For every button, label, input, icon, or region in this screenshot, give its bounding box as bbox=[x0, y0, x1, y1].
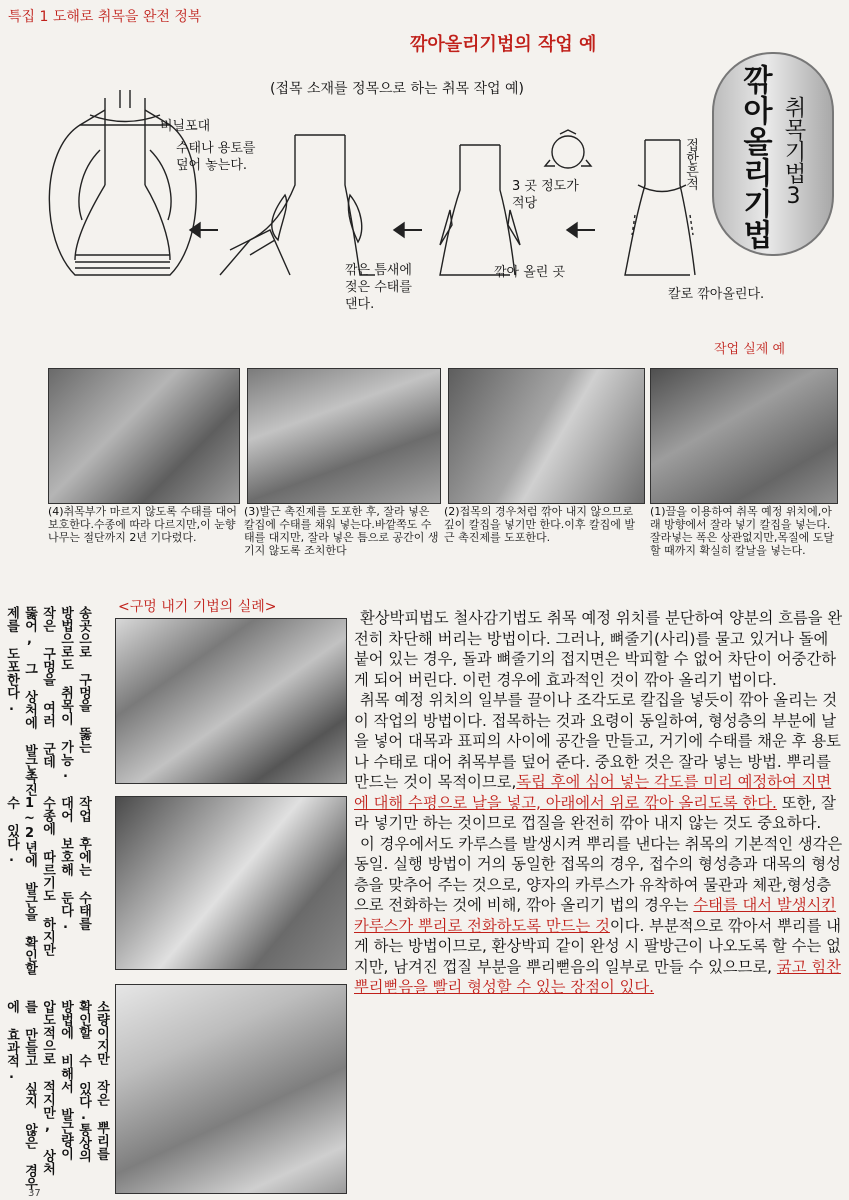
body-p3-highlight-2: 굵고 힘찬 뿌리뻗음을 빨리 형성할 수 있는 장점이 있다. bbox=[354, 957, 841, 996]
hole-text-col13: 압도적으로 적지만, 상처 bbox=[40, 1000, 55, 1175]
hole-text-col15: 확인할 수 있다.통상의 bbox=[76, 1000, 91, 1162]
hole-text-col4: 방법으로도 취목이 가능. bbox=[58, 606, 73, 781]
badge-main-text: 깎아올리기법 bbox=[737, 64, 772, 250]
caption-step-3: (3)발근 촉진제를 도포한 후, 잘라 넣은 칼집에 수태를 채워 넣는다.바깥쪽도 수태를 대지만, 잘라 넣은 틈으로 공간이 생기지 않도록 조치한다 bbox=[244, 505, 439, 557]
page-subtitle: (접목 소재를 정목으로 하는 취목 작업 예) bbox=[270, 81, 525, 97]
hole-photo-1 bbox=[115, 618, 347, 784]
page-number: 37 bbox=[28, 1188, 41, 1199]
body-paragraph-3 bbox=[354, 834, 844, 998]
label-vinyl-bag: 비닐포대 bbox=[160, 119, 211, 134]
label-knife-shave: 칼로 깎아올린다. bbox=[668, 287, 765, 302]
badge-sub-text: 취목기법3 bbox=[781, 96, 806, 209]
article-body bbox=[354, 608, 844, 998]
trunk-cross-section bbox=[545, 130, 591, 168]
photo-step-4 bbox=[48, 368, 240, 504]
hole-text-col9: 대어 보호해 둔다. bbox=[58, 796, 73, 932]
photo-step-3 bbox=[247, 368, 441, 504]
photo-step-2 bbox=[448, 368, 645, 504]
body-p3-text-b: 이다. 부분적으로 깎아서 뿌리를 내게 하는 방법이므로, 환상박피 같이 완성 시 팔방근이 나오도록 할 수는 없지만, 남겨진 껍질 부분을 뿌리뻗음의 일부로 만들 수 있으므로, bbox=[354, 916, 842, 976]
hole-text-col6: 수 있다. bbox=[4, 796, 19, 865]
hole-text-col16: 소량이지만 작은 뿌리를 bbox=[94, 1000, 109, 1160]
photos-section-label: 작업 실제 예 bbox=[714, 342, 786, 357]
caption-step-1: (1)끌을 이용하여 취목 예정 위치에,아래 방향에서 잘라 넣기 칼집을 넣는다.잘라넣는 폭은 상관없지만,목질에 도달할 때까지 확실히 칼날을 넣는다. bbox=[650, 505, 835, 557]
body-p3-highlight-1: 수태를 대서 발생시킨 카루스가 뿌리로 전화하도록 만드는 것 bbox=[354, 896, 837, 935]
shaved-trunk-figure bbox=[440, 145, 520, 275]
hole-photo-3 bbox=[115, 984, 347, 1194]
hole-photo-2 bbox=[115, 796, 347, 970]
hole-text-col5: 송곳으로 구멍을 뚫는 bbox=[76, 606, 91, 753]
label-shaved-spot: 깎아 올린 곳 bbox=[494, 265, 566, 280]
label-moss-soil: 수태나 용토를 덮어 놓는다. bbox=[176, 141, 256, 173]
caption-step-2: (2)접목의 경우처럼 깎아 내지 않으므로 깊이 칼집을 넣기만 한다.이후 칼집에 발근 촉진제를 도포한다. bbox=[444, 505, 635, 544]
hole-section-title: <구멍 내기 기법의 실례> bbox=[118, 599, 277, 615]
label-three-places: 3 곳 정도가 적당 bbox=[512, 179, 579, 211]
hole-text-col11: 에 효과적. bbox=[4, 1000, 19, 1082]
body-p3-text-a: 이 경우에서도 카루스를 발생시켜 뿌리를 낸다는 취목의 기본적인 생각은 동일. 실행 방법이 거의 동일한 접목의 경우, 접수의 형성층과 대목의 형성층을 맞추어 주는 것으로, 양자의 카루스가 유착하여 물관과 체관,형성층으로 전화하는 것에 비해, 깎아 올리기 법의 경우는 bbox=[354, 834, 843, 914]
hole-text-col8: 수종에 따르기도 하지만 bbox=[40, 796, 55, 956]
hole-text-col14: 방법에 비해서 발근량이 bbox=[58, 1000, 73, 1160]
label-graft-mark: 접한흔적 bbox=[683, 138, 698, 190]
hole-text-col3: 작은 구멍을 여러 군데 bbox=[40, 606, 55, 768]
hole-text-col2: 뚫어, 그 상처에 발근촉진 bbox=[22, 606, 37, 796]
label-gap-moss: 깎은 틈새에 젖은 수태를 댄다. bbox=[345, 263, 412, 312]
hole-text-col7: 1~2년에 발근을 확인할 bbox=[22, 796, 37, 975]
hole-text-col1: 제를 도포한다. bbox=[4, 606, 19, 714]
caption-step-4: (4)취목부가 마르지 않도록 수태를 대어 보호한다.수종에 따라 다르지만,이 눈향나무는 절단까지 2년 기다렸다. bbox=[48, 505, 237, 544]
body-paragraph-1: 환상박피법도 철사감기법도 취목 예정 위치를 분단하여 양분의 흐름을 완전히 차단해 버리는 방법이다. 그러나, 뼈줄기(사리)를 물고 있거나 돌에 붙어 있는 경우, 돌과 뼈줄기의 접지면은 박피할 수 없어 차단이 어중간하게 되어 버린다. 이런 경우에 효과적인 것이 깎아 올리기 법이다. bbox=[354, 609, 843, 689]
body-paragraph-2 bbox=[354, 690, 844, 834]
series-label: 특집 1 도해로 취목을 완전 정복 bbox=[8, 9, 202, 25]
page-title: 깎아올리기법의 작업 예 bbox=[410, 34, 597, 55]
hole-text-col10: 작업 후에는 수태를 bbox=[76, 796, 91, 930]
body-p2-text-b: 또한, 잘라 넣기만 하는 것이므로 껍질을 완전히 깎아 내지 않는 것도 중요하다. bbox=[354, 793, 836, 832]
body-p2-text-a: 취목 예정 위치의 일부를 끌이나 조각도로 칼집을 넣듯이 깎아 올리는 것이 작업의 방법이다. 접목하는 것과 요령이 동일하여, 형성층의 부분에 날을 넣어 대목과 표피의 사이에 공간을 만들고, 거기에 수태를 채운 후 용토나 수태로 대어 취목부를 덮어 준다. 중요한 것은 잘라 넣는 방법. 뿌리를 만드는 것이 목적이므로, bbox=[354, 691, 841, 791]
hole-text-col12: 를 만들고 싶지 않은 경우 bbox=[22, 1000, 37, 1190]
photo-step-1 bbox=[650, 368, 838, 504]
body-p2-highlight: 독립 후에 심어 넣는 각도를 미리 예정하여 지면에 대해 수평으로 날을 넣고, 아래에서 위로 깎아 올리도록 한다. bbox=[354, 773, 832, 812]
